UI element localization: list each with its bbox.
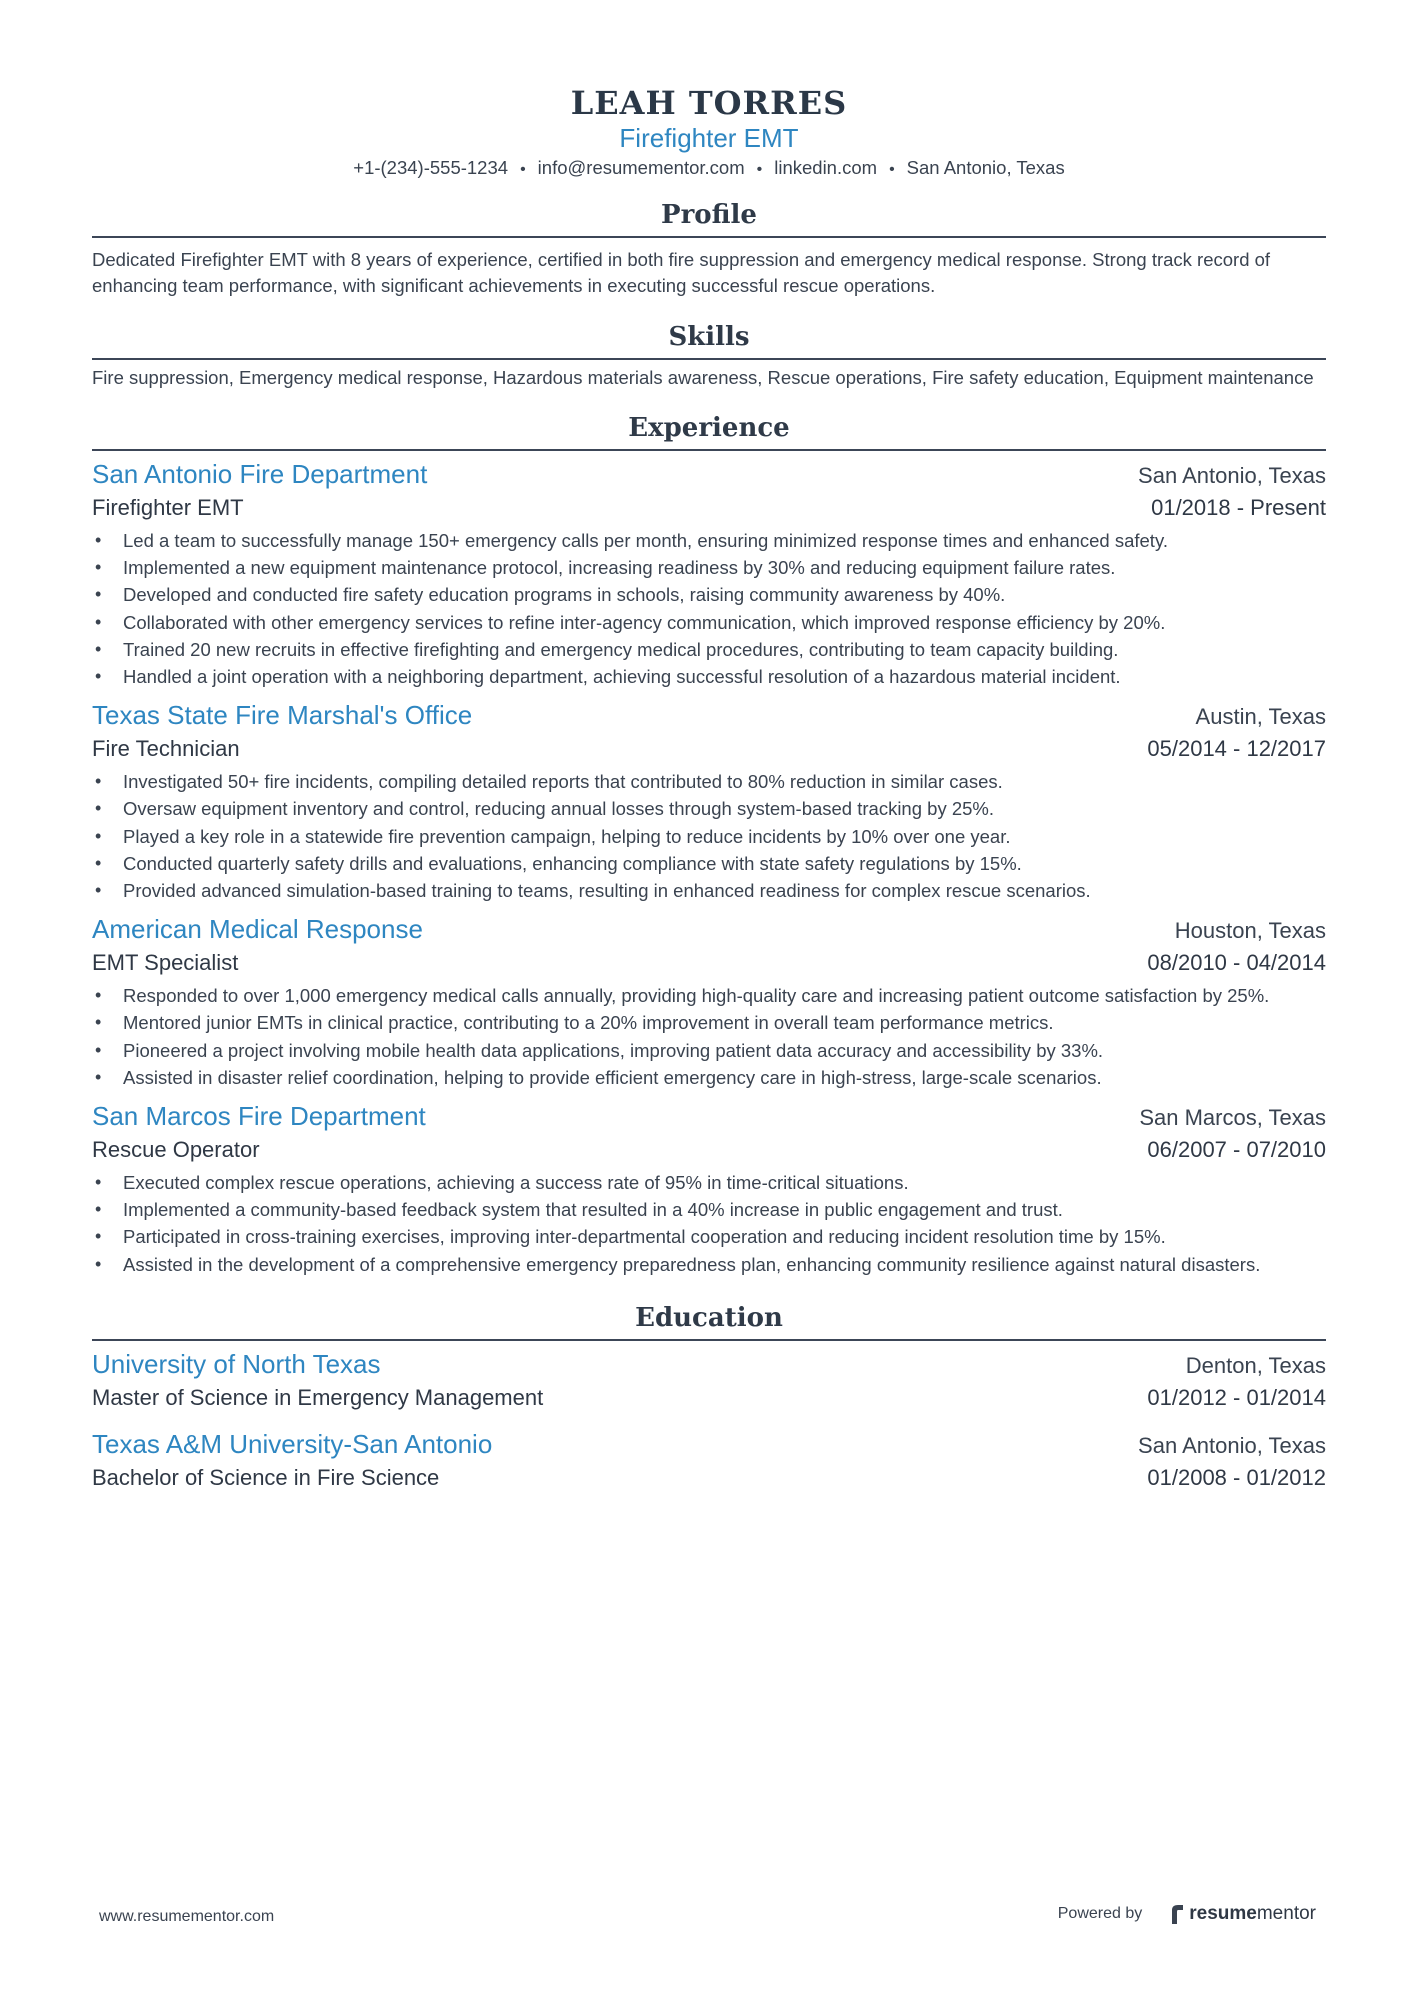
brand-text-bold: resume bbox=[1189, 1903, 1257, 1924]
education-dates: 01/2008 - 01/2012 bbox=[1147, 1464, 1326, 1490]
contact-linkedin[interactable]: linkedin.com bbox=[774, 157, 878, 178]
education-entry bbox=[92, 1427, 1326, 1493]
job-location: Houston, Texas bbox=[1174, 918, 1326, 944]
job-entry bbox=[92, 1099, 1326, 1278]
list-item: • Developed and conducted fire safety education programs in schools, raising community awareness by 40%. bbox=[92, 581, 1326, 608]
brand-logo[interactable] bbox=[1170, 1903, 1316, 1925]
job-bullets bbox=[92, 768, 1326, 904]
education-dates: 01/2012 - 01/2014 bbox=[1147, 1384, 1326, 1410]
bullet-separator: • bbox=[889, 161, 895, 178]
list-item: • Implemented a community-based feedback system that resulted in a 40% increase in public engagement and trust. bbox=[92, 1196, 1326, 1223]
contact-line bbox=[92, 153, 1326, 185]
job-dates: 08/2010 - 04/2014 bbox=[1147, 950, 1326, 976]
job-location: Austin, Texas bbox=[1195, 704, 1326, 730]
list-item: • Investigated 50+ fire incidents, compiling detailed reports that contributed to 80% reduction in similar cases. bbox=[92, 768, 1326, 795]
job-dates: 05/2014 - 12/2017 bbox=[1147, 736, 1326, 762]
list-item: • Assisted in disaster relief coordination, helping to provide efficient emergency care in high-stress, large-scale scenarios. bbox=[92, 1064, 1326, 1091]
job-organization: Texas State Fire Marshal's Office bbox=[92, 700, 473, 731]
education-entry bbox=[92, 1347, 1326, 1413]
job-organization: San Marcos Fire Department bbox=[92, 1101, 426, 1132]
list-item: • Collaborated with other emergency services to refine inter-agency communication, which improved response efficiency by 20%. bbox=[92, 609, 1326, 636]
job-entry bbox=[92, 698, 1326, 904]
powered-by-label: Powered by bbox=[1057, 1905, 1143, 1922]
list-item: • Handled a joint operation with a neighboring department, achieving successful resolution of a hazardous material incident. bbox=[92, 663, 1326, 690]
job-role: Rescue Operator bbox=[92, 1137, 260, 1163]
list-item: • Responded to over 1,000 emergency medical calls annually, providing high-quality care and increasing patient outcome satisfaction by 25%. bbox=[92, 982, 1326, 1009]
job-role: EMT Specialist bbox=[92, 950, 239, 976]
bullet-separator: • bbox=[756, 161, 763, 178]
list-item: • Executed complex rescue operations, achieving a success rate of 95% in time-critical situations. bbox=[92, 1169, 1326, 1196]
list-item: • Led a team to successfully manage 150+ emergency calls per month, ensuring minimized response times and enhanced safety. bbox=[92, 527, 1326, 554]
contact-location: San Antonio, Texas bbox=[906, 157, 1065, 178]
job-organization: San Antonio Fire Department bbox=[92, 459, 428, 489]
list-item: • Implemented a new equipment maintenance protocol, increasing readiness by 30% and reducing equipment failure rates. bbox=[92, 554, 1326, 581]
footer-website[interactable]: www.resumementor.com bbox=[99, 1908, 275, 1925]
job-bullets bbox=[92, 1169, 1326, 1278]
degree: Bachelor of Science in Fire Science bbox=[92, 1464, 440, 1490]
job-dates: 06/2007 - 07/2010 bbox=[1147, 1137, 1326, 1163]
skills-heading: Skills bbox=[92, 318, 1326, 360]
list-item: • Pioneered a project involving mobile health data applications, improving patient data accuracy and accessibility by 33%. bbox=[92, 1037, 1326, 1064]
brand-mark-icon bbox=[1170, 1904, 1186, 1924]
contact-email[interactable]: info@resumementor.com bbox=[537, 157, 745, 178]
job-location: San Antonio, Texas bbox=[1138, 463, 1326, 488]
experience-heading: Experience bbox=[92, 409, 1326, 451]
candidate-name: LEAH TORRES bbox=[570, 84, 848, 122]
job-location: San Marcos, Texas bbox=[1139, 1105, 1326, 1131]
job-role: Fire Technician bbox=[92, 736, 240, 762]
list-item: • Assisted in the development of a comprehensive emergency preparedness plan, enhancing community resilience against natural disasters. bbox=[92, 1251, 1326, 1278]
school-location: San Antonio, Texas bbox=[1138, 1432, 1326, 1458]
experience-section bbox=[92, 409, 1326, 1278]
degree: Master of Science in Emergency Management bbox=[92, 1384, 544, 1410]
job-role: Firefighter EMT bbox=[92, 495, 244, 520]
education-section bbox=[92, 1299, 1326, 1493]
school-name: Texas A&M University-San Antonio bbox=[92, 1428, 493, 1459]
list-item: • Oversaw equipment inventory and control, reducing annual losses through system-based tracking by 25%. bbox=[92, 795, 1326, 822]
list-item: • Conducted quarterly safety drills and evaluations, enhancing compliance with state safety regulations by 15%. bbox=[92, 850, 1326, 877]
list-item: • Played a key role in a statewide fire prevention campaign, helping to reduce incidents by 10% over one year. bbox=[92, 823, 1326, 850]
school-location: Denton, Texas bbox=[1185, 1352, 1326, 1378]
candidate-title: Firefighter EMT bbox=[619, 123, 799, 153]
job-bullets bbox=[92, 527, 1326, 690]
education-heading: Education bbox=[92, 1299, 1326, 1341]
profile-heading: Profile bbox=[92, 196, 1326, 238]
list-item: • Provided advanced simulation-based training to teams, resulting in enhanced readiness for complex rescue scenarios. bbox=[92, 877, 1326, 904]
list-item: • Mentored junior EMTs in clinical practice, contributing to a 20% improvement in overall team performance metrics. bbox=[92, 1009, 1326, 1036]
contact-phone: +1-(234)-555-1234 bbox=[353, 157, 509, 178]
skills-section bbox=[92, 318, 1326, 390]
school-name: University of North Texas bbox=[92, 1348, 381, 1379]
bullet-separator: • bbox=[520, 161, 526, 178]
profile-text: Dedicated Firefighter EMT with 8 years of experience, certified in both fire suppression and emergency medical response. Strong track record of enhancing team performance, with significant achievements in executing successful rescue operations. bbox=[92, 249, 1271, 296]
list-item: • Participated in cross-training exercises, improving inter-departmental cooperation and reducing incident resolution time by 15%. bbox=[92, 1223, 1326, 1250]
job-organization: American Medical Response bbox=[92, 914, 423, 945]
resume-page bbox=[92, 80, 1326, 1493]
job-bullets bbox=[92, 982, 1326, 1091]
list-item: • Trained 20 new recruits in effective firefighting and emergency medical procedures, contributing to team capacity building. bbox=[92, 636, 1326, 663]
skills-text: Fire suppression, Emergency medical response, Hazardous materials awareness, Rescue operations, Fire safety education, Equipment maintenance bbox=[92, 367, 1314, 388]
footer-branding bbox=[1058, 1903, 1316, 1925]
job-dates: 01/2018 - Present bbox=[1151, 495, 1326, 520]
job-entry bbox=[92, 457, 1326, 690]
job-entry bbox=[92, 912, 1326, 1091]
profile-section bbox=[92, 196, 1326, 299]
brand-text-light: mentor bbox=[1256, 1903, 1316, 1924]
